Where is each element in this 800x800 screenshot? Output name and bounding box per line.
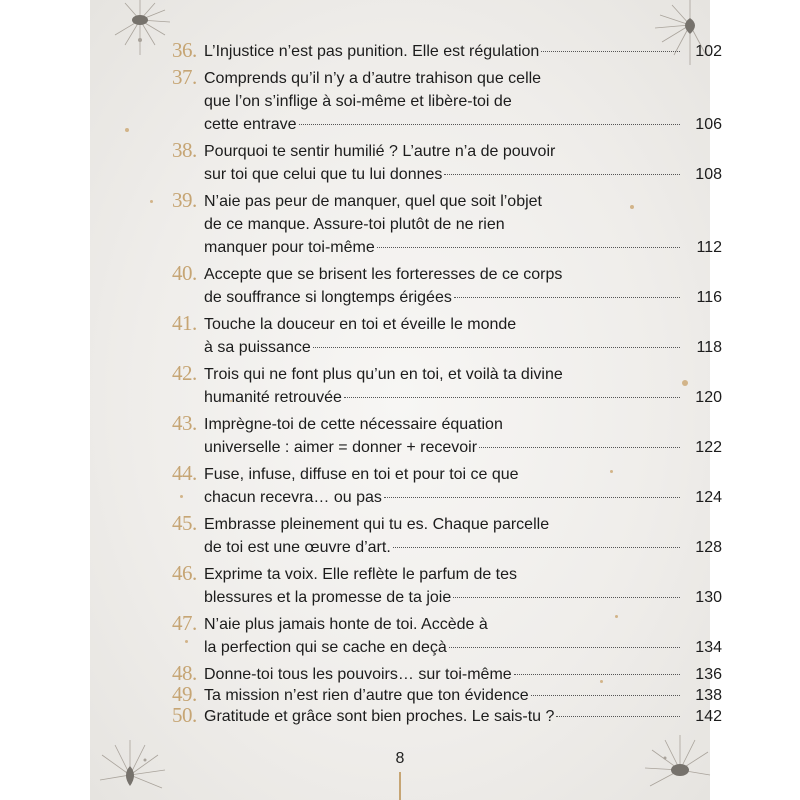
toc-entry — [172, 67, 722, 136]
page-reference: 122 — [695, 439, 722, 456]
toc-entry-line — [204, 286, 722, 309]
toc-entry-line — [204, 613, 722, 636]
chapter-number: 37. — [172, 65, 197, 89]
chapter-title: de souffrance si longtemps érigées — [204, 289, 452, 306]
chapter-number: 38. — [172, 138, 197, 162]
dot-leader — [313, 347, 680, 348]
chapter-title: Donne-toi tous les pouvoirs… sur toi-même — [204, 666, 512, 683]
page-reference: 112 — [696, 239, 722, 256]
chapter-number: 49. — [172, 682, 197, 706]
dot-leader — [541, 51, 680, 52]
toc-entry — [172, 663, 722, 686]
page-reference: 116 — [696, 289, 722, 306]
toc-entry — [172, 563, 722, 609]
chapter-title: Comprends qu’il n’y a d’autre trahison que celle — [204, 70, 542, 87]
chapter-title: humanité retrouvée — [204, 389, 342, 406]
toc-entry-line — [204, 113, 722, 136]
toc-entry — [172, 313, 722, 359]
chapter-title: Trois qui ne font plus qu’un en toi, et voilà ta divine — [204, 366, 563, 383]
toc-entry-line — [204, 313, 722, 336]
chapter-title: Gratitude et grâce sont bien proches. Le sais-tu ? — [204, 708, 555, 725]
page-number: 8 — [395, 750, 405, 767]
chapter-title: manquer pour toi-même — [204, 239, 375, 256]
toc-entry — [172, 190, 722, 259]
chapter-title: Ta mission n’est rien d’autre que ton évidence — [204, 687, 529, 704]
dot-leader — [531, 695, 680, 696]
page-reference: 106 — [695, 116, 722, 133]
toc-entry — [172, 363, 722, 409]
dot-leader — [344, 397, 680, 398]
toc-entry-line — [204, 586, 722, 609]
chapter-title: chacun recevra… ou pas — [204, 489, 382, 506]
page-reference: 108 — [695, 166, 722, 183]
chapter-number: 39. — [172, 188, 197, 212]
dot-leader — [393, 547, 680, 548]
chapter-number: 48. — [172, 661, 197, 685]
toc-entry-line — [204, 563, 722, 586]
chapter-title: Accepte que se brisent les forteresses de ce corps — [204, 266, 563, 283]
chapter-number: 41. — [172, 311, 197, 335]
page-reference: 118 — [696, 339, 722, 356]
toc-entry-line — [204, 213, 722, 236]
page-reference: 124 — [695, 489, 722, 506]
dot-leader — [299, 124, 681, 125]
toc-entry-line — [204, 684, 722, 707]
dot-leader — [384, 497, 680, 498]
chapter-number: 40. — [172, 261, 197, 285]
toc-entry-line — [204, 386, 722, 409]
table-of-contents — [172, 40, 722, 728]
toc-entry-line — [204, 190, 722, 213]
chapter-number: 42. — [172, 361, 197, 385]
chapter-number: 44. — [172, 461, 197, 485]
page-reference: 134 — [695, 639, 722, 656]
page-reference: 120 — [695, 389, 722, 406]
toc-entry-line — [204, 705, 722, 728]
page-reference: 138 — [695, 687, 722, 704]
dot-leader — [556, 716, 680, 717]
toc-entry-line — [204, 263, 722, 286]
page-reference: 128 — [695, 539, 722, 556]
chapter-title: la perfection qui se cache en deçà — [204, 639, 447, 656]
toc-entry — [172, 613, 722, 659]
page-number-rule — [399, 772, 401, 800]
toc-entry — [172, 263, 722, 309]
dot-leader — [453, 597, 680, 598]
toc-entry-line — [204, 663, 722, 686]
toc-entry-line — [204, 486, 722, 509]
toc-entry-line — [204, 140, 722, 163]
page-reference: 136 — [695, 666, 722, 683]
toc-entry — [172, 684, 722, 707]
toc-entry-line — [204, 363, 722, 386]
chapter-title: L’Injustice n’est pas punition. Elle est régulation — [204, 43, 540, 60]
toc-entry-line — [204, 90, 722, 113]
toc-entry-line — [204, 413, 722, 436]
toc-entry-line — [204, 636, 722, 659]
dot-leader — [444, 174, 680, 175]
page-reference: 130 — [695, 589, 722, 606]
chapter-number: 45. — [172, 511, 197, 535]
chapter-title: Embrasse pleinement qui tu es. Chaque parcelle — [204, 516, 550, 533]
toc-entry — [172, 413, 722, 459]
toc-entry-line — [204, 436, 722, 459]
toc-entry-line — [204, 163, 722, 186]
toc-entry-line — [204, 67, 722, 90]
toc-entry-line — [204, 463, 722, 486]
dot-leader — [514, 674, 680, 675]
chapter-number: 43. — [172, 411, 197, 435]
chapter-title: Imprègne-toi de cette nécessaire équation — [204, 416, 503, 433]
toc-entry-line — [204, 236, 722, 259]
chapter-number: 47. — [172, 611, 197, 635]
dot-leader — [479, 447, 680, 448]
toc-entry-line — [204, 336, 722, 359]
book-page — [90, 0, 722, 800]
chapter-title: universelle : aimer = donner + recevoir — [204, 439, 478, 456]
chapter-number: 36. — [172, 38, 197, 62]
chapter-title: N’aie plus jamais honte de toi. Accède à — [204, 616, 488, 633]
page-reference: 142 — [695, 708, 722, 725]
chapter-title: blessures et la promesse de ta joie — [204, 589, 452, 606]
toc-entry — [172, 140, 722, 186]
toc-entry — [172, 513, 722, 559]
chapter-number: 50. — [172, 703, 197, 727]
toc-entry-line — [204, 513, 722, 536]
gold-speck — [150, 200, 153, 203]
dot-leader — [377, 247, 680, 248]
dot-leader — [449, 647, 680, 648]
chapter-title: sur toi que celui que tu lui donnes — [204, 166, 443, 183]
chapter-title: de toi est une œuvre d’art. — [204, 539, 391, 556]
toc-entry — [172, 705, 722, 728]
chapter-title: à sa puissance — [204, 339, 311, 356]
chapter-title: N’aie pas peur de manquer, quel que soit l’objet — [204, 193, 542, 210]
chapter-title: de ce manque. Assure-toi plutôt de ne rien — [204, 216, 505, 233]
toc-entry — [172, 40, 722, 63]
gold-speck — [125, 128, 129, 132]
chapter-title: Exprime ta voix. Elle reflète le parfum de tes — [204, 566, 518, 583]
chapter-title: cette entrave — [204, 116, 297, 133]
chapter-title: Touche la douceur en toi et éveille le monde — [204, 316, 517, 333]
page-reference: 102 — [695, 43, 722, 60]
chapter-title: Pourquoi te sentir humilié ? L’autre n’a de pouvoir — [204, 143, 556, 160]
toc-entry-line — [204, 40, 722, 63]
chapter-title: Fuse, infuse, diffuse en toi et pour toi ce que — [204, 466, 519, 483]
chapter-title: que l’on s’inflige à soi-même et libère-toi de — [204, 93, 512, 110]
toc-entry-line — [204, 536, 722, 559]
chapter-number: 46. — [172, 561, 197, 585]
toc-entry — [172, 463, 722, 509]
dot-leader — [454, 297, 680, 298]
